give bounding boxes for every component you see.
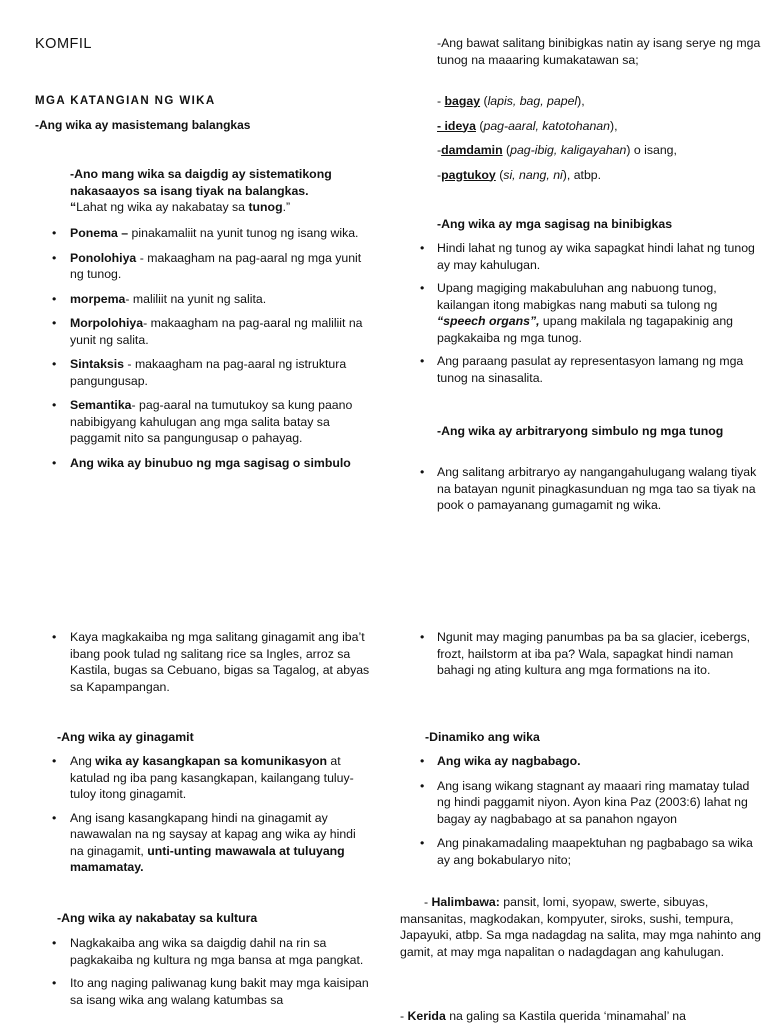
ginagamit-list: [35, 753, 370, 876]
prefix: -: [437, 167, 442, 182]
term-list: [35, 225, 370, 479]
term: Ang wika ay binubuo ng mga sagisag o simbulo: [70, 455, 351, 470]
heading-sagisag: -Ang wika ay mga sagisag na binibigkas: [437, 217, 673, 231]
paren: (: [475, 118, 484, 133]
list-item: [35, 250, 370, 283]
bullet: •: [420, 630, 425, 644]
heading-arbitraryo: -Ang wika ay arbitraryong simbulo ng mga tunog: [437, 424, 724, 438]
list-item: [35, 753, 370, 803]
list-item: [35, 975, 370, 1008]
item-text: Upang magiging makabuluhan ang nabuong tunog, kailangan itong mabigkas nang mabuti sa tulong ng: [437, 281, 718, 312]
list-item: [400, 353, 762, 386]
item-text: Ang isang wikang stagnant ay maaari ring mamatay tulad ng hindi paggamit niyon. Ayon kina Paz (2003:6) lahat ng bagay ay nagbabago at sa panahon ngayon: [437, 778, 750, 826]
quote-open: “: [70, 200, 77, 214]
list-item: [400, 629, 762, 679]
section-heading: MGA KATANGIAN NG WIKA: [35, 95, 216, 107]
bullet: •: [52, 250, 57, 265]
term: pagtukoy: [441, 167, 496, 182]
term: Sintaksis: [70, 357, 124, 371]
term: ideya: [444, 118, 476, 133]
definition: pag-aaral na tumutukoy sa kung paano nabibigyang kahulugan ang mga salita batay sa paggamit nito sa pangungusap o pahayag.: [70, 398, 353, 445]
item-text-cont: at katulad ng iba pang kasangkapan, kailangang tuluy-tuloy itong ginagamit.: [70, 754, 354, 801]
prefix: -: [437, 118, 445, 133]
bullet: •: [52, 316, 57, 330]
bullet: •: [420, 465, 425, 479]
list-item: [35, 397, 370, 447]
term: Ponolohiya: [70, 250, 137, 265]
paren: ),: [609, 118, 618, 133]
bullet: •: [52, 226, 57, 240]
example: pag-ibig, kaligayahan: [510, 143, 627, 157]
item-text-cont: upang makilala ng tagapakinig ang pagkakaiba ng mga tunog.: [437, 314, 733, 345]
prefix: -: [437, 143, 442, 157]
item-text: Ang isang kasangkapang hindi na ginagamit ay nawawalan na ng saysay at kapag ang wika ay hindi na ginagamit,: [70, 810, 356, 858]
example: pag-aaral, katotohanan: [483, 118, 610, 133]
intro-line-1: -Ano mang wika sa daigdig ay sistematikong: [70, 167, 332, 181]
sep: -: [143, 316, 151, 330]
sagisag-list: [400, 240, 762, 386]
sep: -: [131, 398, 140, 412]
list-item: [35, 225, 370, 242]
example: si, nang, ni: [503, 167, 563, 182]
bullet: •: [52, 976, 57, 990]
item-text: Ito ang naging paliwanag kung bakit may mga kaisipan sa isang wika ang walang katumbas sa: [70, 976, 369, 1007]
item-text: Ang salitang arbitraryo ay nangangahulugang walang tiyak na batayan ngunit pinagkasunduan ng mga tao sa tiyak na pook o pamayanang gumagamit ng wika.: [437, 465, 757, 512]
term: Morpolohiya: [70, 316, 144, 330]
list-item: [400, 280, 762, 346]
bullet: •: [52, 398, 57, 412]
term: bagay: [444, 94, 481, 108]
list-item: [35, 315, 370, 348]
speech-organs: “speech organs”,: [437, 314, 540, 328]
bullet: •: [420, 836, 425, 850]
list-item: [35, 356, 370, 389]
kerida-paragraph: - Kerida na galing sa Kastila querida ‘minamahal’ na: [400, 1009, 686, 1023]
quote-bold: tunog: [248, 200, 283, 214]
paren: (: [502, 143, 511, 157]
halimbawa-paragraph: - Halimbawa: pansit, lomi, syopaw, swerte, sibuyas, mansanitas, magkodakan, kompyuter, siroks, sushi, tempura, Japayuki, atbp. Sa mga nadagdag na salita, may mga nahinto ang gamit, at may mga napalitan o nadagdagan ang kahulugan.: [400, 895, 761, 959]
kerida-term: Kerida: [407, 1009, 446, 1023]
term: Semantika: [70, 398, 132, 412]
list-item: [400, 778, 762, 828]
sep: -: [124, 357, 135, 371]
subheading-masistema: -Ang wika ay masistemang balangkas: [35, 118, 251, 132]
bullet: •: [52, 936, 57, 950]
example-damdamin: [437, 142, 762, 159]
examples-list: [437, 93, 762, 183]
definition: pinakamaliit na yunit tunog ng isang wika.: [131, 226, 359, 240]
list-item: [400, 753, 762, 770]
paren: ) o isang,: [626, 143, 677, 157]
item-text: Nagkakaiba ang wika sa daigdig dahil na rin sa pagkakaiba ng kultura ng mga bansa at mga pangkat.: [70, 936, 364, 967]
list-item: [400, 835, 762, 868]
bullet: •: [52, 291, 57, 306]
heading-ginagamit: -Ang wika ay ginagamit: [57, 730, 194, 744]
bullet: •: [420, 778, 425, 793]
example-bagay: [437, 93, 762, 110]
heading-dinamiko: -Dinamiko ang wika: [425, 730, 540, 744]
item-text: Ngunit may maging panumbas pa ba sa glacier, icebergs, frozt, hailstorm at iba pa? Wala, sapagkat hindi naman bahagi ng ating kultura ang mga formations na ito.: [437, 630, 751, 677]
item-text: Ang paraang pasulat ay representasyon lamang ng mga tunog na sinasalita.: [437, 354, 744, 385]
arbitraryo-list: [400, 464, 762, 514]
item-text: Ang pinakamadaling maapektuhan ng pagbabago sa wika ay ang bokabularyo nito;: [437, 836, 753, 867]
paren: (: [495, 167, 504, 182]
list-item: [400, 240, 762, 273]
paren: ),: [577, 94, 585, 108]
definition: maliliit na yunit ng salita.: [132, 291, 267, 306]
list-item: [400, 464, 762, 514]
term: Ponema: [70, 226, 118, 240]
sep: -: [136, 250, 148, 265]
dinamiko-list: [400, 753, 762, 868]
item-text: Hindi lahat ng tunog ay wika sapagkat hindi lahat ng tunog ay may kahulugan.: [437, 241, 755, 272]
bullet: •: [52, 630, 57, 644]
example-pagtukoy: [437, 167, 762, 184]
definition: makaagham na pag-aaral ng maliliit na yunit ng salita.: [70, 316, 363, 347]
definition: makaagham na pag-aaral ng mga yunit ng tunog.: [70, 250, 362, 281]
quote-text: Lahat ng wika ay nakabatay sa: [76, 200, 249, 214]
item-text: Kaya magkakaiba ng mga salitang ginagamit ang iba’t ibang pook tulad ng salitang rice sa Ingles, arroz sa Kastila, bugas sa Cebuano, bigas sa Tagalog, at abyas sa Kapampangan.: [70, 630, 370, 694]
item-bold: unti-unting mawawala at tuluyang mamamatay.: [70, 843, 345, 874]
item-bold: wika ay kasangkapan sa komunikasyon: [95, 754, 327, 768]
item-bold: Ang wika ay nagbabago.: [437, 754, 581, 768]
list-item: [35, 810, 370, 876]
kerida-text: na galing sa Kastila querida ‘minamahal’ na: [445, 1009, 686, 1023]
list-item: [35, 291, 370, 308]
bullet: •: [52, 810, 57, 825]
bullet: •: [52, 357, 57, 371]
sep: -: [125, 291, 133, 306]
document-title: KOMFIL: [35, 36, 92, 52]
serye-intro: -Ang bawat salitang binibigkas natin ay isang serye ng mga tunog na maaaring kumakatawan sa;: [437, 36, 761, 67]
example: lapis, bag, papel: [487, 94, 578, 108]
bullet: •: [420, 281, 425, 295]
example-ideya: [437, 118, 762, 135]
intro-paragraph: [70, 166, 370, 216]
paren: ), atbp.: [562, 167, 602, 182]
term: morpema: [70, 291, 126, 306]
item-text: Ang: [70, 754, 96, 768]
ngunit-list: [400, 629, 762, 679]
term: damdamin: [441, 143, 503, 157]
kultura-list: [35, 935, 370, 1008]
bullet: •: [420, 754, 425, 768]
bullet: •: [52, 754, 57, 768]
kaya-list: [35, 629, 370, 695]
halimbawa-text: pansit, lomi, syopaw, swerte, sibuyas, mansanitas, magkodakan, kompyuter, siroks, sushi, tempura, Japayuki, atbp. Sa mga nadagdag na salita, may mga nahinto ang gamit, at may mga napalitan o nadagdagan ang kahulugan.: [400, 895, 761, 959]
prefix: -: [437, 94, 445, 108]
definition: makaagham na pag-aaral ng istruktura pangungusap.: [70, 357, 347, 388]
paren: (: [480, 94, 488, 108]
list-item: [35, 629, 370, 695]
sep: –: [117, 226, 132, 240]
halimbawa-label: Halimbawa:: [431, 895, 500, 909]
bullet: •: [420, 354, 425, 368]
intro-quote: [70, 199, 370, 216]
quote-close: .”: [282, 200, 291, 214]
bullet: •: [420, 241, 425, 255]
list-item: [35, 455, 370, 472]
list-item: [35, 935, 370, 968]
intro-line-2: nakasaayos sa isang tiyak na balangkas.: [70, 183, 309, 198]
heading-kultura: -Ang wika ay nakabatay sa kultura: [57, 911, 258, 925]
bullet: •: [52, 455, 57, 470]
